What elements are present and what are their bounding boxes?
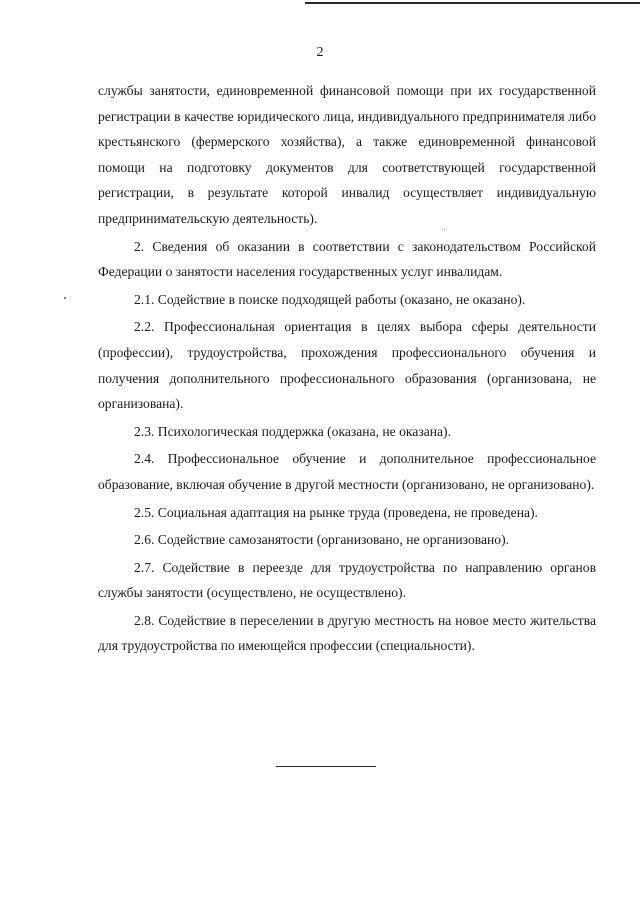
paragraph-item-2-7: 2.7. Содействие в переезде для трудоустройства по направлению органов службы занятости (осуществлено, не осуществлено). (98, 559, 596, 601)
document-body (98, 78, 596, 659)
paragraph-item-2-8: 2.8. Содействие в переселении в другую местность на новое место жительства для трудоустройства по имеющейся профессии (специальности). (98, 612, 596, 654)
paragraph-item-2-4: 2.4. Профессиональное обучение и дополнительное профессиональное образование, включая обучение в другой местности (организовано, не организовано). (98, 451, 596, 492)
paragraph-item-2-6: 2.6. Содействие самозанятости (организовано, не организовано). (134, 532, 510, 548)
paragraph-continuation: службы занятости, единовременной финансовой помощи при их государственной регистрации в качестве юридического лица, индивидуального предпринимателя либо крестьянского (фермерского хозяйства), а также единовременной финансовой помощи на подготовку документов для соответствующей государственной регистрации, в результате которой инвалид осуществляет индивидуальную предпринимательскую деятельность). (98, 83, 596, 226)
end-of-text-divider (276, 766, 376, 767)
scan-speck (64, 297, 66, 299)
paragraph-item-2-3: 2.3. Психологическая поддержка (оказана, не оказана). (134, 423, 451, 439)
paragraph-item-2-1: 2.1. Содействие в поиске подходящей работы (оказано, не оказано). (134, 291, 526, 307)
top-edge-line (305, 2, 640, 4)
paragraph-item-2-2: 2.2. Профессиональная ориентация в целях выбора сферы деятельности (профессии), трудоустройства, прохождения профессионального обучения и получения дополнительного профессионального образования (организована, не организована). (98, 319, 596, 412)
paragraph-section-2: 2. Сведения об оказании в соответствии с законодательством Российской Федерации о занятости населения государственных услуг инвалидам. (98, 238, 596, 280)
page-number: 2 (316, 45, 324, 60)
paragraph-item-2-5: 2.5. Социальная адаптация на рынке труда (проведена, не проведена). (134, 504, 538, 520)
scan-speck (444, 229, 445, 230)
